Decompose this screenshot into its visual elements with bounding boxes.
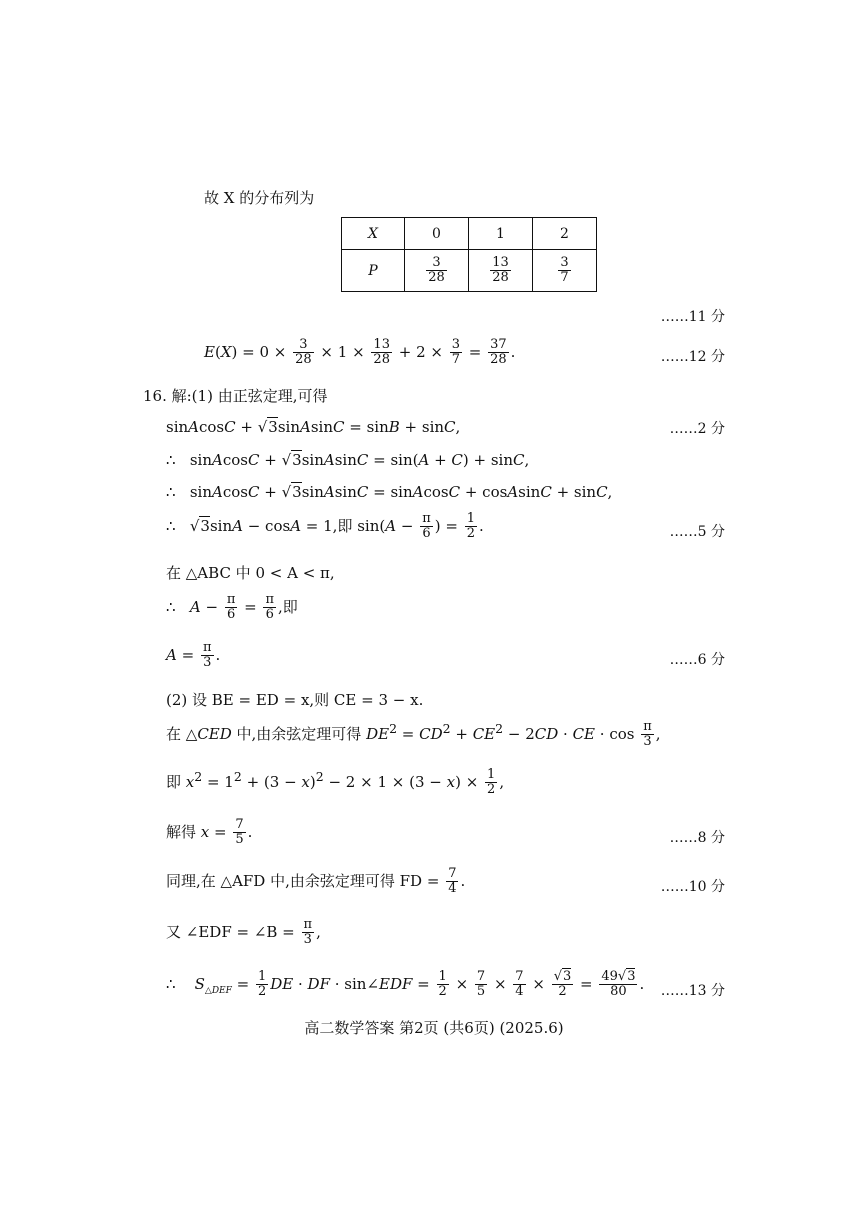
formula-line-12: ∴ $S_{\triangle DEF}$ = $\frac{1}{2}$ DE · DF · sin∠EDF = $\frac{1}{2}$ × $\frac{7}{5}$ × $\frac{7}{4}$ × $\frac{√3}{2}$ = $\frac{49√3}{80}$ . — [166, 969, 645, 1000]
formula-line-11: 又 ∠EDF = ∠B = $\frac{\pi}{3}$ , — [166, 917, 321, 948]
distribution-table — [341, 217, 597, 292]
formula-line-10: 同理,在 △AFD 中,由余弦定理可得 FD = $\frac{7}{4}$ . — [166, 866, 466, 897]
table-header-2: 2 — [533, 218, 597, 250]
score-2: ……2 分 — [669, 421, 725, 437]
table-prob-1: $\frac{13}{28}$ — [469, 250, 533, 292]
table-prob-0: $\frac{3}{28}$ — [405, 250, 469, 292]
score-12: ……12 分 — [660, 349, 725, 365]
score-6: ……6 分 — [669, 652, 725, 668]
score-5: ……5 分 — [669, 524, 725, 540]
intro-text: 故 X 的分布列为 — [204, 189, 315, 207]
formula-line-5: ∴ A − $\frac{\pi}{6}$ = $\frac{\pi}{6}$ ,即 — [166, 592, 298, 623]
formula-line-9: 解得 x = $\frac{7}{5}$ . — [166, 817, 253, 848]
part-2-text: (2) 设 BE = ED = x,则 CE = 3 − x. — [166, 691, 424, 709]
table-header-1: 1 — [469, 218, 533, 250]
formula-line-3: ∴ sinAcosC + √3sinAsinC = sinAcosC + cosAsinC + sinC, — [166, 483, 613, 501]
formula-line-8: 即 $x^2 = 1^2 + (3 - x)^2 - 2 \times 1 \times (3 - x)$ × $\frac{1}{2}$ , — [166, 767, 505, 798]
page-footer: 高二数学答案 第2页 (共6页) (2025.6) — [304, 1019, 564, 1037]
formula-line-7: 在 △CED 中,由余弦定理可得 $DE^2 = CD^2 + CE^2 - 2CD$ · CE · cos $\frac{\pi}{3}$ , — [166, 719, 661, 750]
score-13: ……13 分 — [660, 983, 725, 999]
formula-line-4: ∴ √3sinA − cosA = 1,即 sin(A − $\frac{\pi}{6}$ ) = $\frac{1}{2}$ . — [166, 511, 484, 542]
table-p-label: P — [342, 250, 405, 292]
question-16-heading: 16. 解:(1) 由正弦定理,可得 — [143, 387, 328, 405]
table-header-x: X — [342, 218, 405, 250]
expectation-formula: E(X) = 0 × $\frac{3}{28}$ × 1 × $\frac{13}{28}$ + 2 × $\frac{3}{7}$ = $\frac{37}{28}$ . — [204, 337, 516, 368]
formula-line-2: ∴ sinAcosC + √3sinAsinC = sin(A + C) + sinC, — [166, 451, 530, 469]
formula-line-1: sinAcosC + √3sinAsinC = sinB + sinC, — [166, 418, 461, 436]
score-8: ……8 分 — [669, 830, 725, 846]
formula-line-6: A = $\frac{\pi}{3}$ . — [166, 640, 221, 671]
score-10: ……10 分 — [660, 879, 725, 895]
score-11: ……11 分 — [660, 309, 725, 325]
text-in-abc: 在 △ABC 中 0 < A < π, — [166, 564, 335, 582]
table-header-0: 0 — [405, 218, 469, 250]
table-prob-2: $\frac{3}{7}$ — [533, 250, 597, 292]
